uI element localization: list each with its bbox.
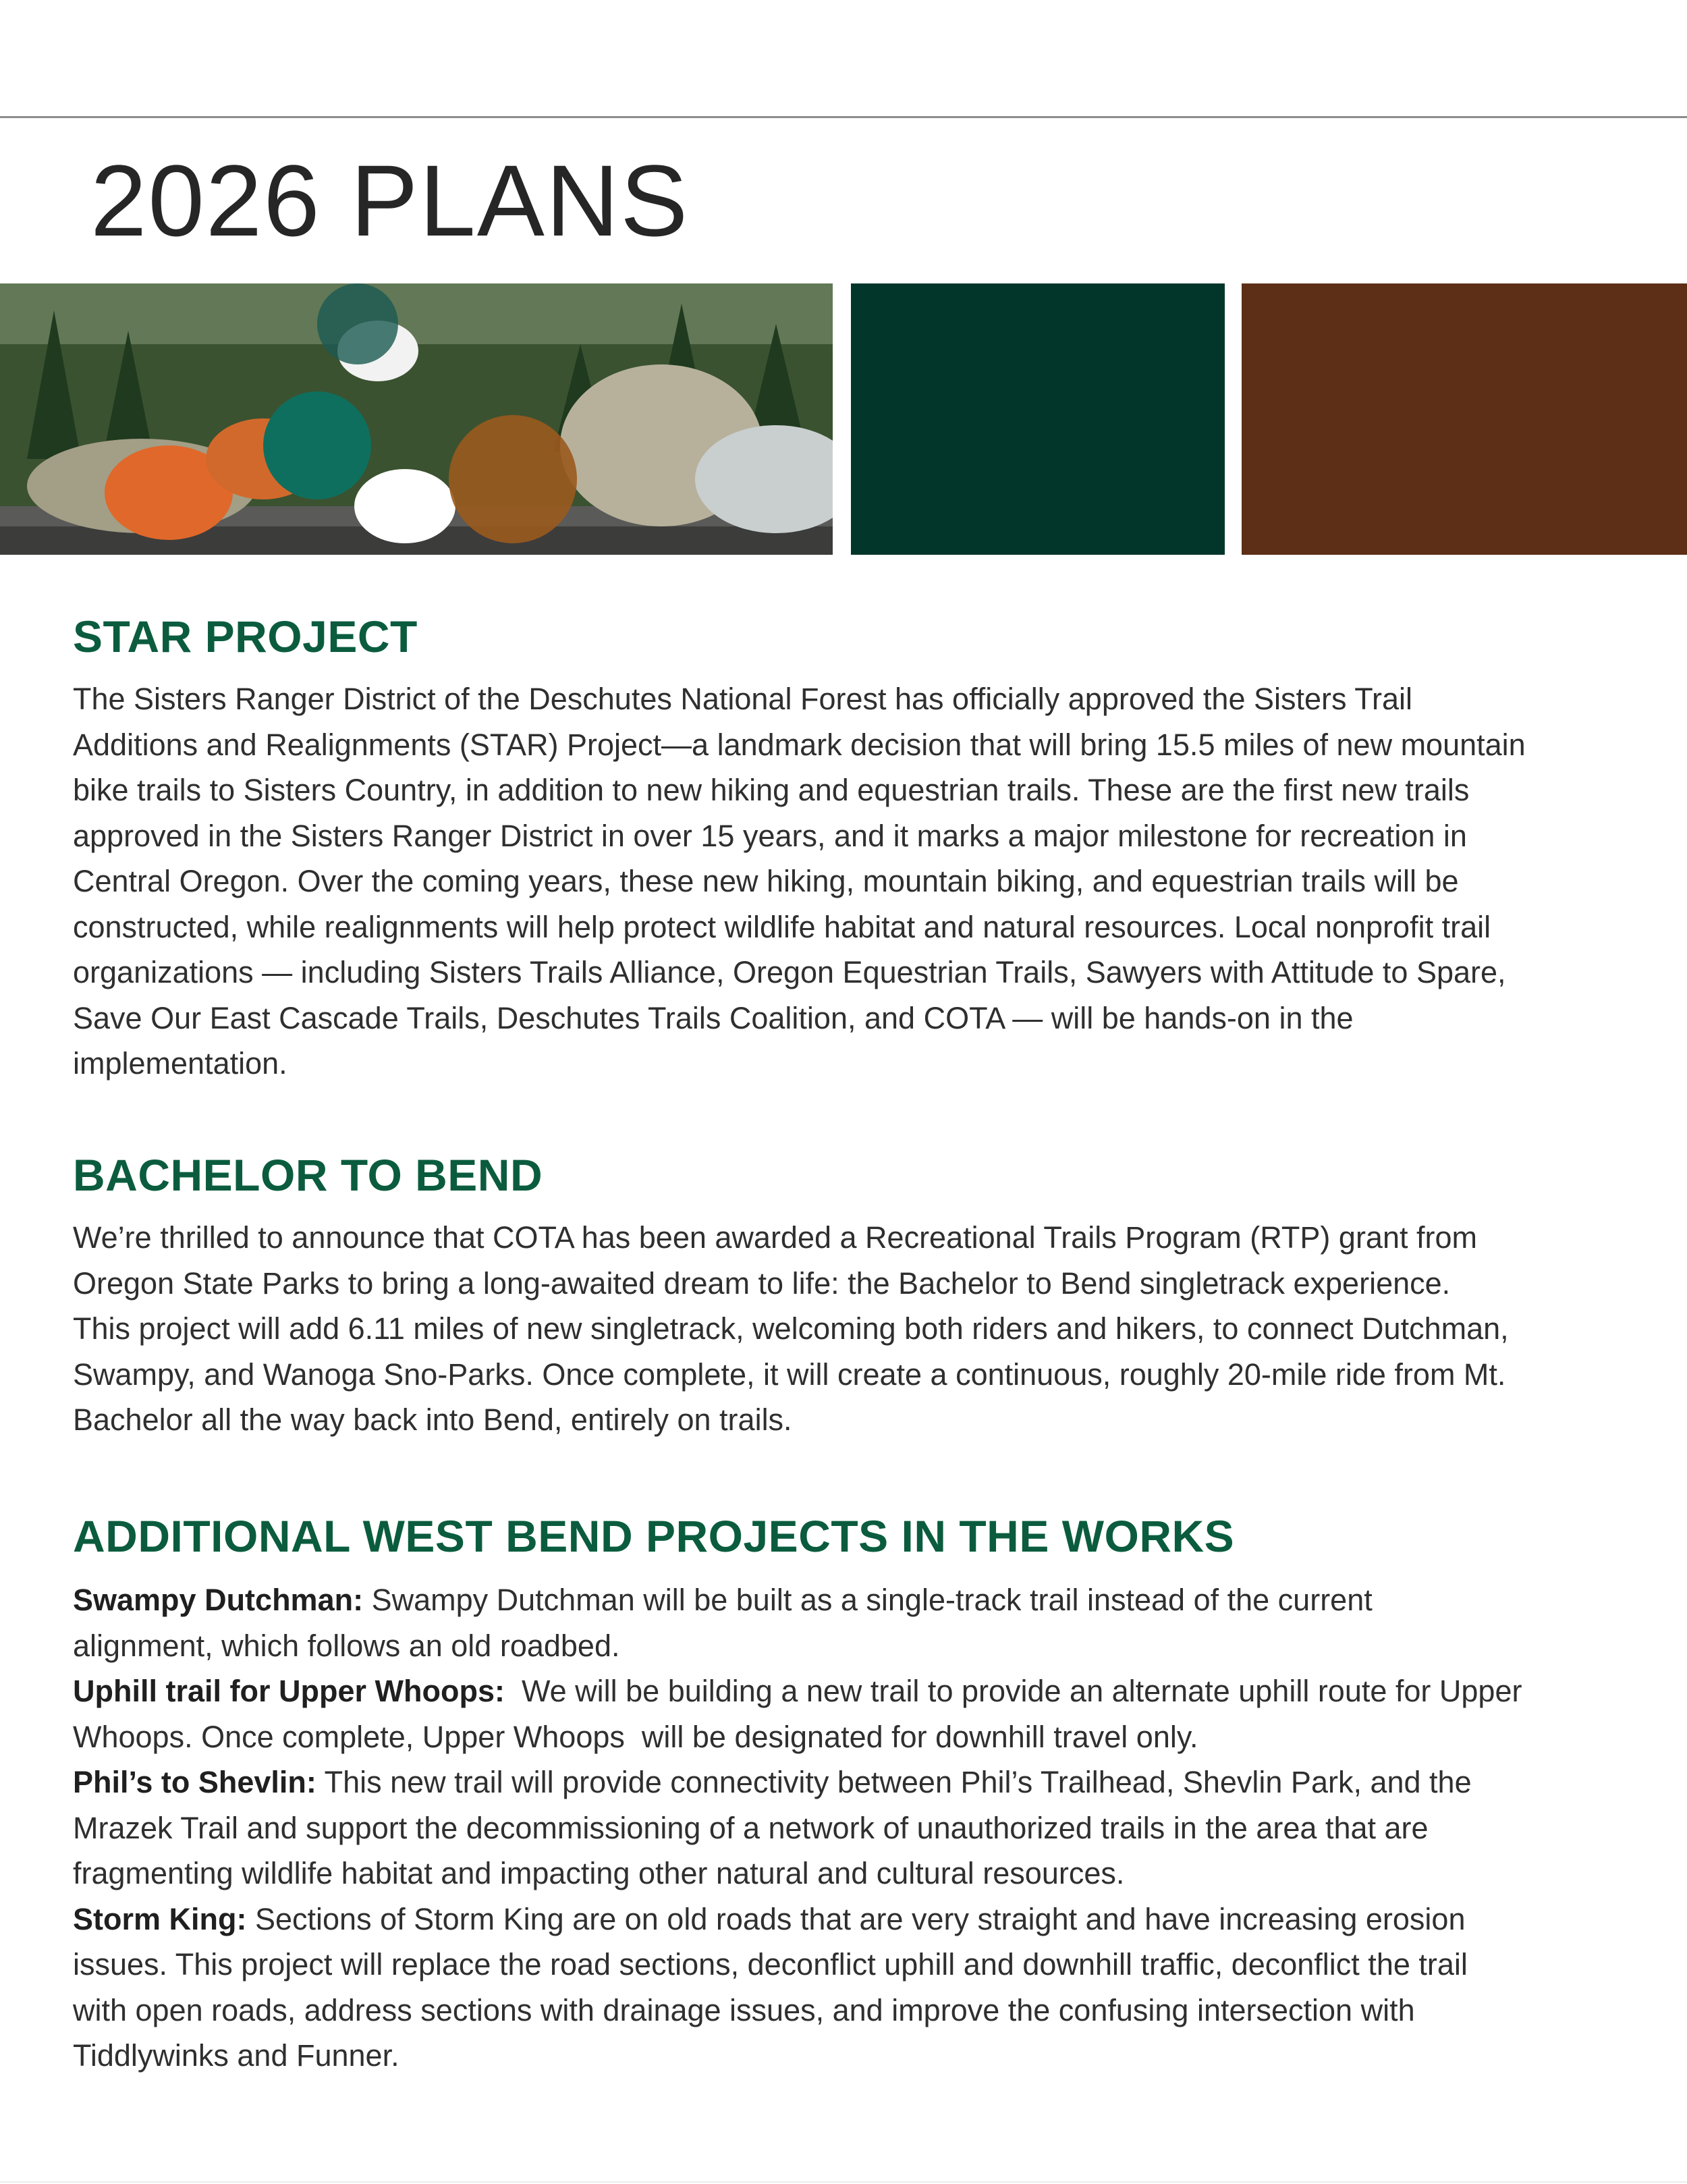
paragraph-line: approved in the Sisters Ranger District in over 15 years, and it marks a major milestone for recreation in xyxy=(73,818,1467,853)
header-divider xyxy=(0,116,1687,118)
project-item-line xyxy=(73,1577,1625,1623)
banner-photo xyxy=(0,283,833,555)
banner-color-swatch-brown xyxy=(1242,283,1687,555)
paragraph-line: We’re thrilled to announce that COTA has been awarded a Recreational Trails Program (RTP) grant from xyxy=(73,1220,1477,1255)
project-item-line xyxy=(73,1896,1625,1942)
section-star-project xyxy=(73,611,1625,1087)
project-description: Swampy Dutchman will be built as a single-track trail instead of the current xyxy=(363,1583,1373,1617)
project-description: This new trail will provide connectivity between Phil’s Trailhead, Shevlin Park, and the xyxy=(316,1765,1472,1799)
paragraph-line: Additions and Realignments (STAR) Project—a landmark decision that will bring 15.5 miles of new mountain xyxy=(73,727,1526,762)
section-heading: BACHELOR TO BEND xyxy=(73,1150,543,1200)
paragraph-line: Save Our East Cascade Trails, Deschutes Trails Coalition, and COTA — will be hands-on in the xyxy=(73,1000,1354,1035)
project-item-line: Whoops. Once complete, Upper Whoops will be designated for downhill travel only. xyxy=(73,1719,1198,1754)
banner-color-swatch-green xyxy=(851,283,1225,555)
project-item-line: Tiddlywinks and Funner. xyxy=(73,2038,399,2073)
paragraph-line: implementation. xyxy=(73,1046,287,1081)
project-item-uphill-upper-whoops xyxy=(73,1668,1625,1759)
paragraph-line: constructed, while realignments will help protect wildlife habitat and natural resources. Local nonprofit trail xyxy=(73,909,1491,944)
project-item-phils-to-shevlin xyxy=(73,1759,1625,1896)
project-item-line xyxy=(73,1759,1625,1805)
project-item-swampy-dutchman xyxy=(73,1577,1625,1668)
project-label: Phil’s to Shevlin: xyxy=(73,1765,316,1799)
trail-gear-illustration xyxy=(0,283,833,555)
project-label: Uphill trail for Upper Whoops: xyxy=(73,1674,505,1708)
paragraph-line: This project will add 6.11 miles of new singletrack, welcoming both riders and hikers, to connect Dutchman, xyxy=(73,1311,1509,1346)
project-description: We will be building a new trail to provide an alternate uphill route for Upper xyxy=(504,1674,1522,1708)
paragraph-line: Swampy, and Wanoga Sno-Parks. Once complete, it will create a continuous, roughly 20-mile ride from Mt. xyxy=(73,1357,1506,1392)
paragraph-line: bike trails to Sisters Country, in addition to new hiking and equestrian trails. These are the first new trails xyxy=(73,773,1470,807)
project-item-line: alignment, which follows an old roadbed. xyxy=(73,1628,620,1663)
project-description: Sections of Storm King are on old roads that are very straight and have increasing erosion xyxy=(246,1901,1466,1936)
project-item-line: with open roads, address sections with drainage issues, and improve the confusing intersection with xyxy=(73,1992,1415,2027)
footer-divider xyxy=(0,2181,1687,2183)
paragraph-line: Bachelor all the way back into Bend, entirely on trails. xyxy=(73,1402,792,1437)
paragraph-line: Central Oregon. Over the coming years, these new hiking, mountain biking, and equestrian trails will be xyxy=(73,864,1459,898)
project-label: Storm King: xyxy=(73,1901,247,1936)
project-item-line: fragmenting wildlife habitat and impacting other natural and cultural resources. xyxy=(73,1856,1125,1890)
project-label: Swampy Dutchman: xyxy=(73,1583,364,1617)
project-item-line xyxy=(73,1668,1625,1714)
project-item-line: issues. This project will replace the road sections, deconflict uphill and downhill traffic, deconflict the trail xyxy=(73,1947,1468,1982)
section-heading: ADDITIONAL WEST BEND PROJECTS IN THE WORKS xyxy=(73,1511,1235,1561)
page-title: 2026 PLANS xyxy=(90,144,690,257)
paragraph-line: The Sisters Ranger District of the Deschutes National Forest has officially approved the Sisters Trail xyxy=(73,682,1413,716)
section-bachelor-to-bend xyxy=(73,1150,1625,1443)
project-item-line: Mrazek Trail and support the decommissioning of a network of unauthorized trails in the area that are xyxy=(73,1810,1429,1845)
section-west-bend-projects xyxy=(73,1511,1625,2079)
project-item-storm-king xyxy=(73,1896,1625,2079)
paragraph-line: Oregon State Parks to bring a long-awaited dream to life: the Bachelor to Bend singletrack experience. xyxy=(73,1265,1451,1301)
paragraph-line: organizations — including Sisters Trails Alliance, Oregon Equestrian Trails, Sawyers with Attitude to Spare, xyxy=(73,955,1506,989)
section-heading: STAR PROJECT xyxy=(73,611,418,661)
